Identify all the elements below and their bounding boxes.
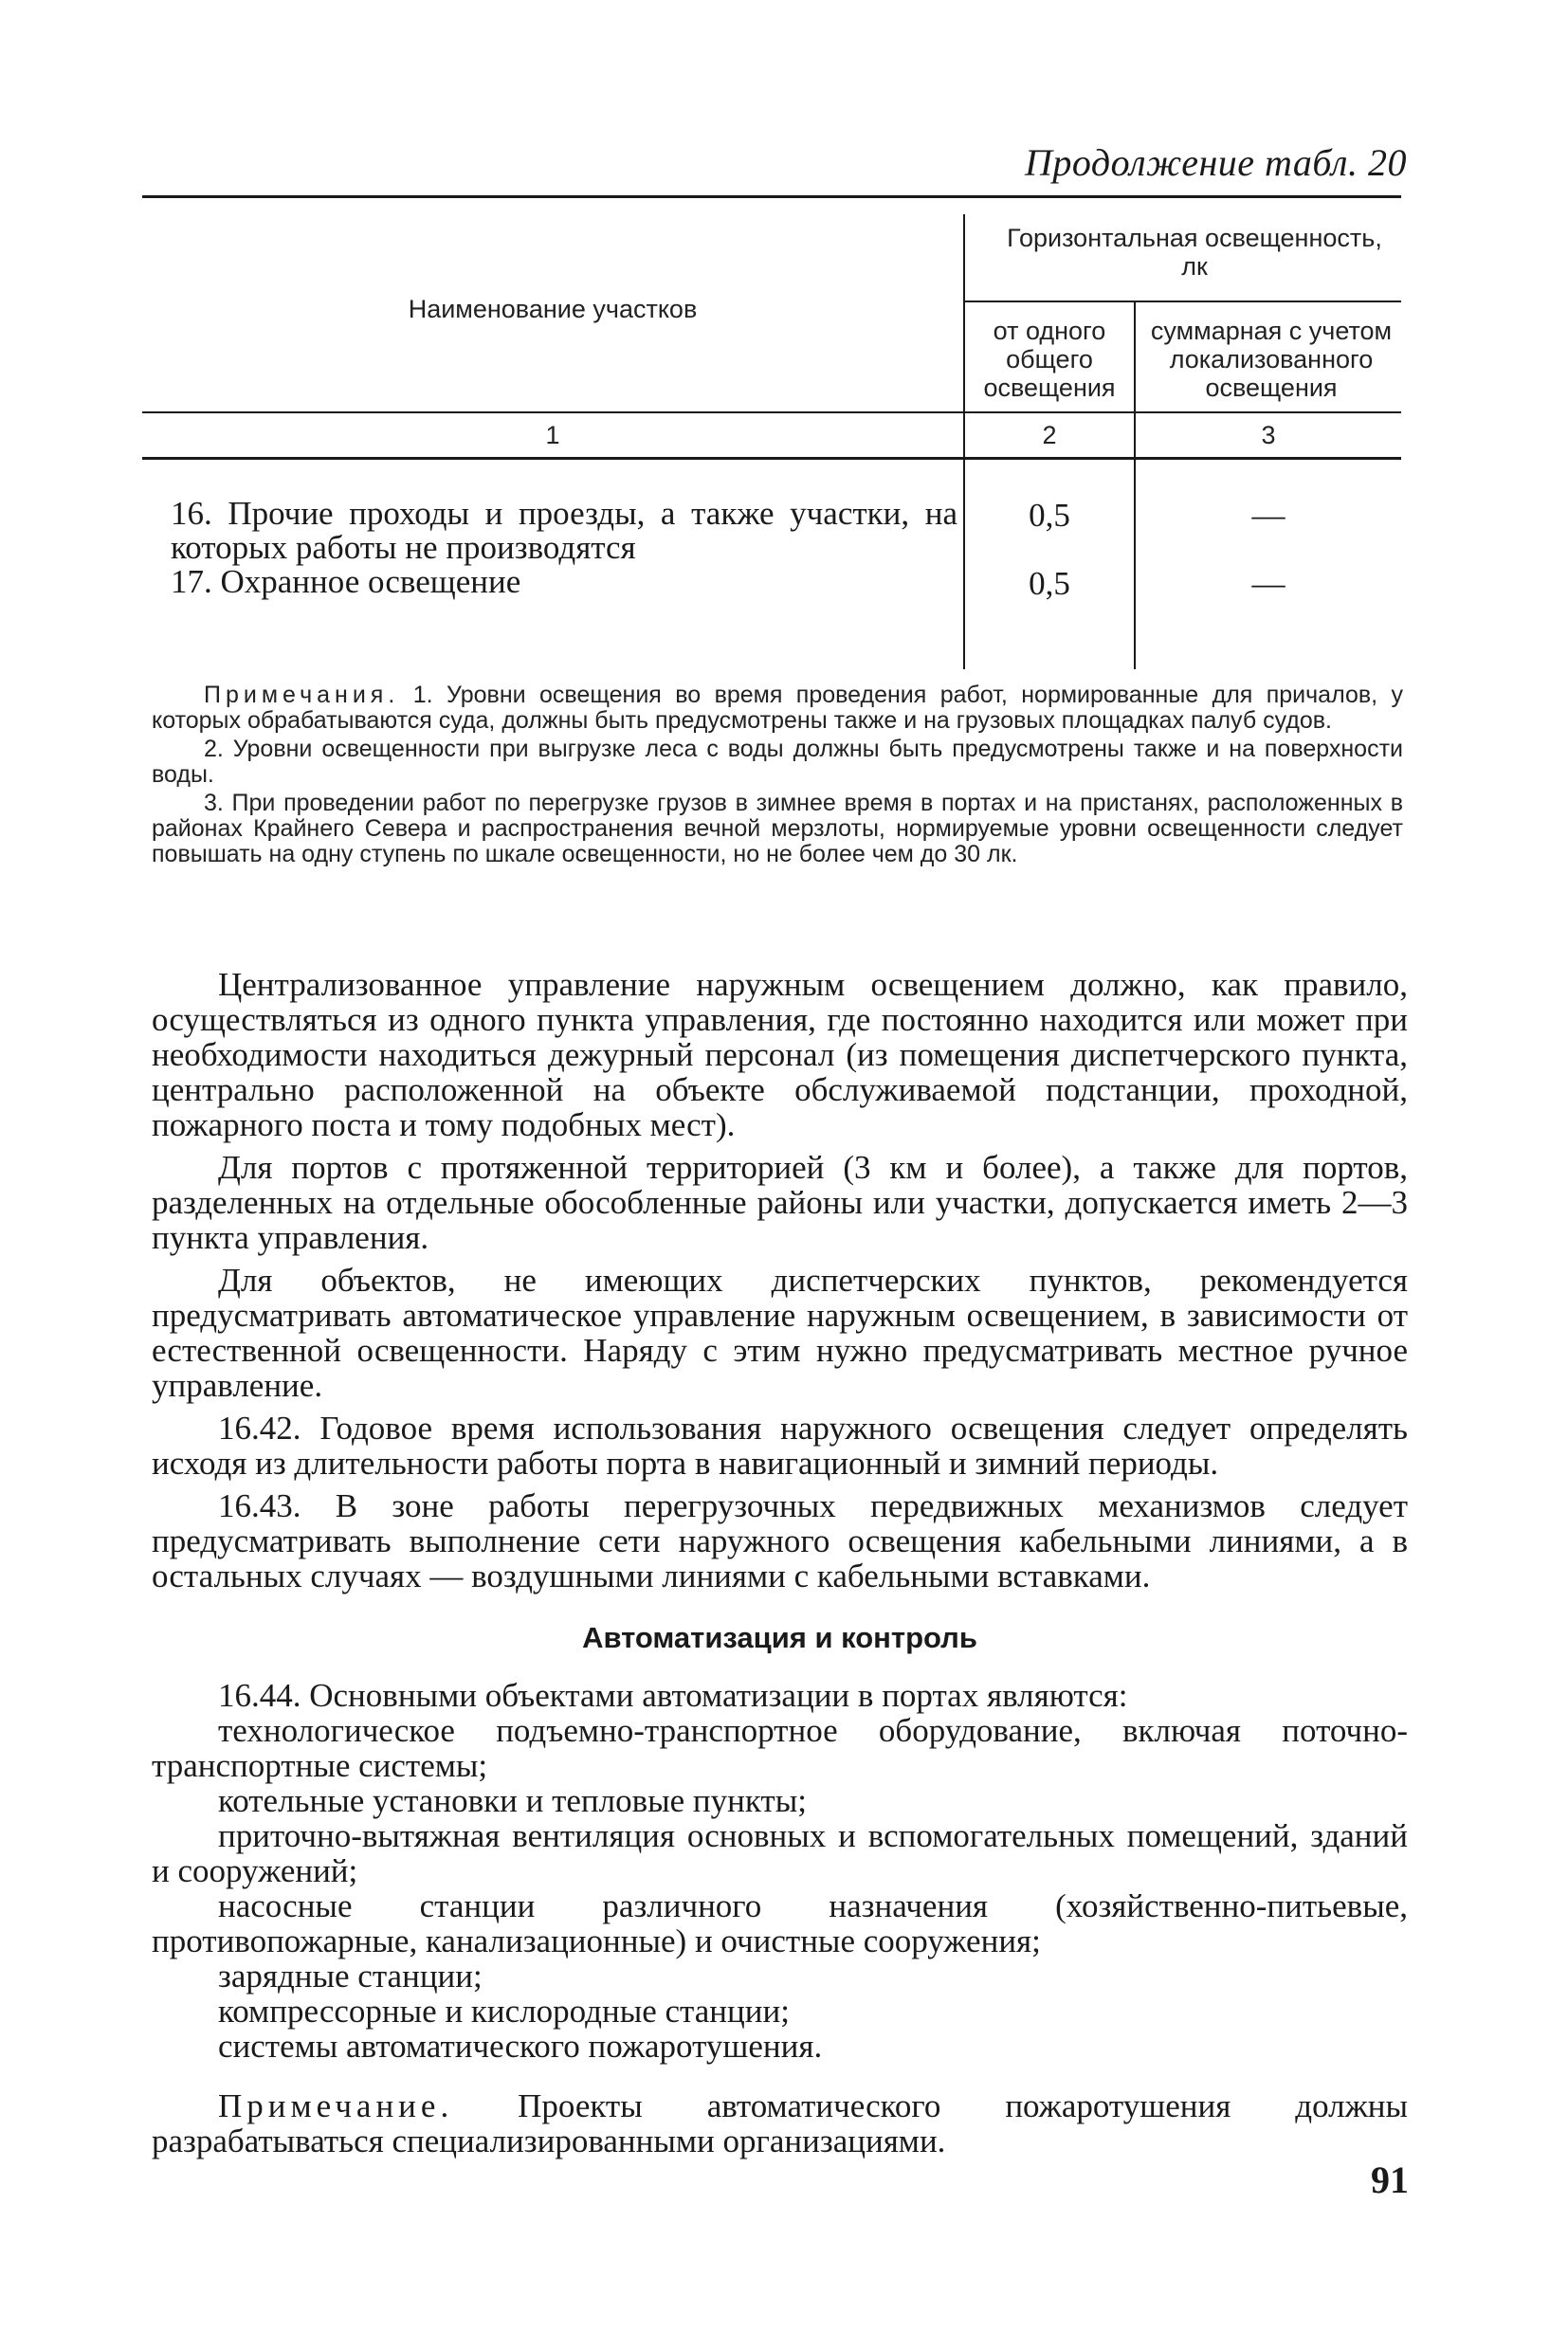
table-notes	[152, 683, 1403, 870]
automation-item-7: системы автоматического пожаротушения.	[218, 2028, 823, 2065]
header-num-1: 1	[545, 421, 560, 449]
header-num-3: 3	[1261, 421, 1276, 449]
table-row-16-v2: 0,5	[1029, 497, 1070, 534]
table-row-17-name: 17. Охранное освещение	[171, 563, 521, 600]
note-1	[152, 683, 1403, 734]
table-caption: Продолжение табл. 20	[1024, 141, 1407, 184]
col-divider-2	[1134, 302, 1136, 669]
automation-note-label: Примечание.	[218, 2087, 454, 2124]
note-1-text: 1. Уровни освещения во время проведения работ, нормированные для причалов, у которых обрабатываются суда, должны быть предусмотрены также и на грузовых площадках палуб судов.	[152, 682, 1403, 734]
header-name: Наименование участков	[408, 295, 698, 323]
automation-item-4: насосные станции различного назначения (хозяйственно-питьевые, противопожарные, канализационные) и очистные сооружения;	[152, 1887, 1408, 1959]
paragraph-16-43: 16.43. В зоне работы перегрузочных передвижных механизмов следует предусматривать выполнение сети наружного освещения кабельными линиями, а в остальных случаях — воздушными линиями с кабельными вставками.	[152, 1487, 1408, 1594]
notes-label: Примечания.	[204, 682, 400, 708]
paragraph-16-44: 16.44. Основными объектами автоматизации в портах являются:	[218, 1677, 1128, 1714]
automation-item-2: котельные установки и тепловые пункты;	[218, 1782, 807, 1819]
header-sub-rule	[142, 411, 1401, 413]
table-top-rule	[142, 195, 1401, 198]
section-title: Автоматизация и контроль	[582, 1621, 977, 1654]
header-num-rule	[142, 457, 1401, 460]
paragraph-1: Централизованное управление наружным освещением должно, как правило, осуществляться из одного пункта управления, где постоянно находится или может при необходимости находиться дежурный персонал (из помещения диспетчерского пункта, центрально расположенной на объекте обслуживаемой подстанции, проходной, пожарного поста и тому подобных мест).	[152, 966, 1408, 1143]
automation-item-1: технологическое подъемно-транспортное оборудование, включая поточно-транспортные системы;	[152, 1712, 1408, 1784]
table-row-16-name: 16. Прочие проходы и проезды, а также участки, на которых работы не производятся	[171, 495, 957, 566]
header-col3: суммарная с учетом локализованного освещения	[1150, 317, 1393, 402]
table-row-17-v2: 0,5	[1029, 565, 1070, 602]
table-row-16-v3: —	[1251, 497, 1285, 534]
header-group-rule	[965, 301, 1401, 302]
main-text	[152, 967, 1408, 2159]
automation-item-3: приточно-вытяжная вентиляция основных и вспомогательных помещений, зданий и сооружений;	[152, 1817, 1408, 1889]
paragraph-2: Для портов с протяженной территорией (3 км и более), а также для портов, разделенных на отдельные обособленные районы или участки, допускается иметь 2—3 пункта управления.	[152, 1149, 1408, 1256]
note-2: 2. Уровни освещенности при выгрузке леса с воды должны быть предусмотрены также и на поверхности воды.	[152, 736, 1403, 788]
automation-note	[152, 2088, 1408, 2159]
page-number: 91	[1371, 2159, 1409, 2201]
automation-note-text: Проекты автоматического пожаротушения должны разрабатываться специализированными организациями.	[152, 2087, 1409, 2159]
table-row-17-v3: —	[1251, 565, 1285, 602]
paragraph-16-42: 16.42. Годовое время использования наружного освещения следует определять исходя из длительности работы порта в навигационный и зимний периоды.	[152, 1410, 1408, 1482]
illumination-table	[142, 195, 1401, 669]
paragraph-3: Для объектов, не имеющих диспетчерских пунктов, рекомендуется предусматривать автоматическое управление наружным освещением, в зависимости от естественной освещенности. Наряду с этим нужно предусматривать местное ручное управление.	[152, 1262, 1408, 1404]
header-col2: от одного общего освещения	[983, 317, 1116, 402]
header-group: Горизонтальная освещенность, лк	[1007, 224, 1382, 281]
header-num-2: 2	[1042, 421, 1057, 449]
automation-item-5: зарядные станции;	[218, 1958, 483, 1995]
automation-item-6: компрессорные и кислородные станции;	[218, 1993, 790, 2030]
note-3: 3. При проведении работ по перегрузке грузов в зимнее время в портах и на пристанях, расположенных в районах Крайнего Севера и распространения вечной мерзлоты, нормируемые уровни освещенности следует повышать на одну ступень по шкале освещенности, но не более чем до 30 лк.	[152, 790, 1403, 867]
